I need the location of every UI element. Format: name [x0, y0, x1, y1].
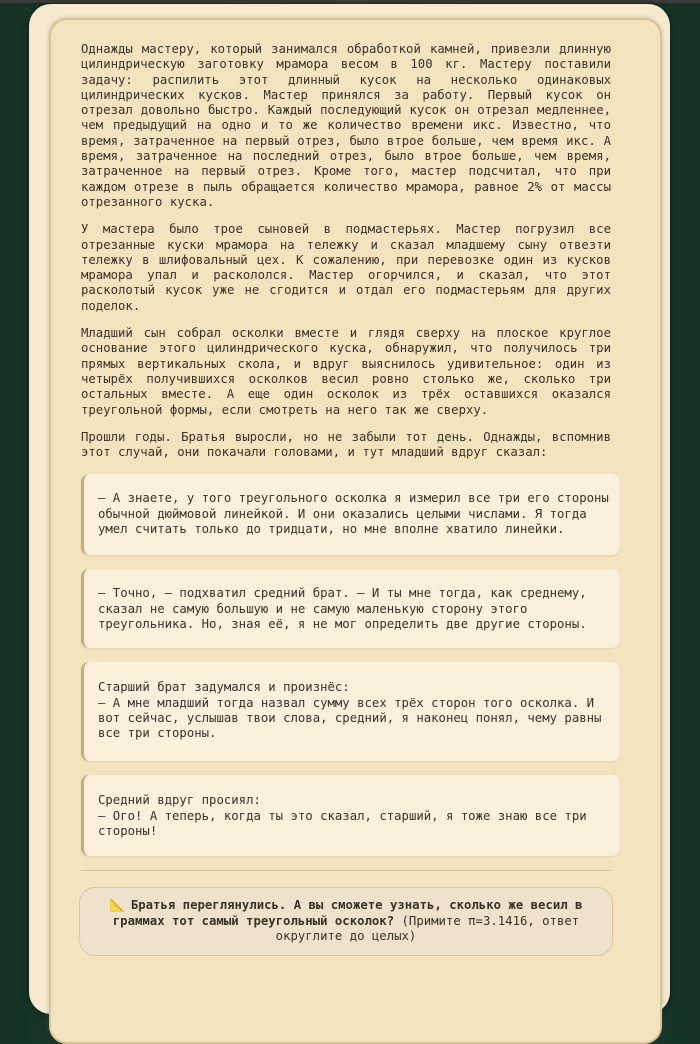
top-border	[0, 0, 700, 3]
question-text: Братья переглянулись. А вы сможете узнать, сколько же весил в граммах тот самый треугольный осколок?	[112, 898, 583, 928]
page-frame	[29, 4, 670, 1014]
section-divider	[81, 870, 611, 871]
quote-middle-brother-reply	[81, 775, 620, 856]
story-paragraph-3: Младший сын собрал осколки вместе и глядя сверху на плоское круглое основание этого цилиндрического куска, обнаружил, что получилось три прямых вертикальных скола, и вдруг выяснилось удивительное: один из четырёх получившихся осколков весил ровно столько же, сколько три остальных вместе. А еще один осколок из трёх оставшихся оказался треугольной формы, если смотреть на него так же сверху.	[81, 326, 611, 417]
question-note: (Примите π=3.1416, ответ округлите до целых)	[275, 913, 580, 944]
triangular-ruler-icon: 📐	[109, 898, 125, 913]
quote-line: – А знаете, у того треугольного осколка я измерил все три его стороны обычной дюймовой линейкой. И они оказались целыми числами. Я тогда умел считать только до тридцати, но мне вполне хватило линейки.	[98, 491, 609, 537]
quote-line: – Ого! А теперь, когда ты это сказал, старший, я тоже знаю все три стороны!	[98, 808, 587, 838]
quote-line: Старший брат задумался и произнёс:	[98, 680, 350, 695]
story-paragraph-1: Однажды мастеру, который занимался обработкой камней, привезли длинную цилиндрическую заготовку мрамора весом в 100 кг. Мастеру поставили задачу: распилить этот длинный кусок на несколько одинаковых цилиндрических кусков. Мастер принялся за работу. Первый кусок он отрезал довольно быстро. Каждый последующий кусок он отрезал медленнее, чем предыдущий на одно и то же количество времени икс. Известно, что время, затраченное на первый отрез, было втрое больше, чем время икс. А время, затраченное на последний отрез, было втрое больше, чем время, затраченное на первый отрез. Кроме того, мастер подсчитал, что при каждом отрезе в пыль обращается количество мрамора, равное 2% от массы отрезанного куска.	[81, 42, 611, 209]
quote-line: – А мне младший тогда назвал сумму всех трёх сторон того осколка. И вот сейчас, услышав твои слова, средний, я наконец понял, чему равны все три стороны.	[98, 695, 602, 741]
quote-line: – Точно, – подхватил средний брат. – И ты мне тогда, как среднему, сказал не самую большую и не самую маленькую сторону этого треугольника. Но, зная её, я не мог определить две другие стороны.	[98, 586, 587, 631]
story-paragraph-2: У мастера было трое сыновей в подмастерьях. Мастер погрузил все отрезанные куски мрамора на тележку и сказал младшему сыну отвезти тележку в шлифовальный цех. К сожалению, при перевозке один из кусков мрамора упал и раскололся. Мастер огорчился, и сказал, что этот расколотый кусок уже не сгодится и отдал его подмастерьям для других поделок.	[81, 222, 611, 313]
quote-line: Средний вдруг просиял:	[98, 793, 261, 808]
quote-eldest-brother	[81, 662, 620, 761]
story-paragraph-4: Прошли годы. Братья выросли, но не забыли тот день. Однажды, вспомнив этот случай, они покачали головами, и тут младший вдруг сказал:	[81, 429, 611, 460]
puzzle-card	[49, 18, 662, 1044]
question-box	[79, 887, 613, 956]
quote-youngest-brother	[81, 474, 620, 555]
quote-middle-brother	[81, 569, 620, 648]
